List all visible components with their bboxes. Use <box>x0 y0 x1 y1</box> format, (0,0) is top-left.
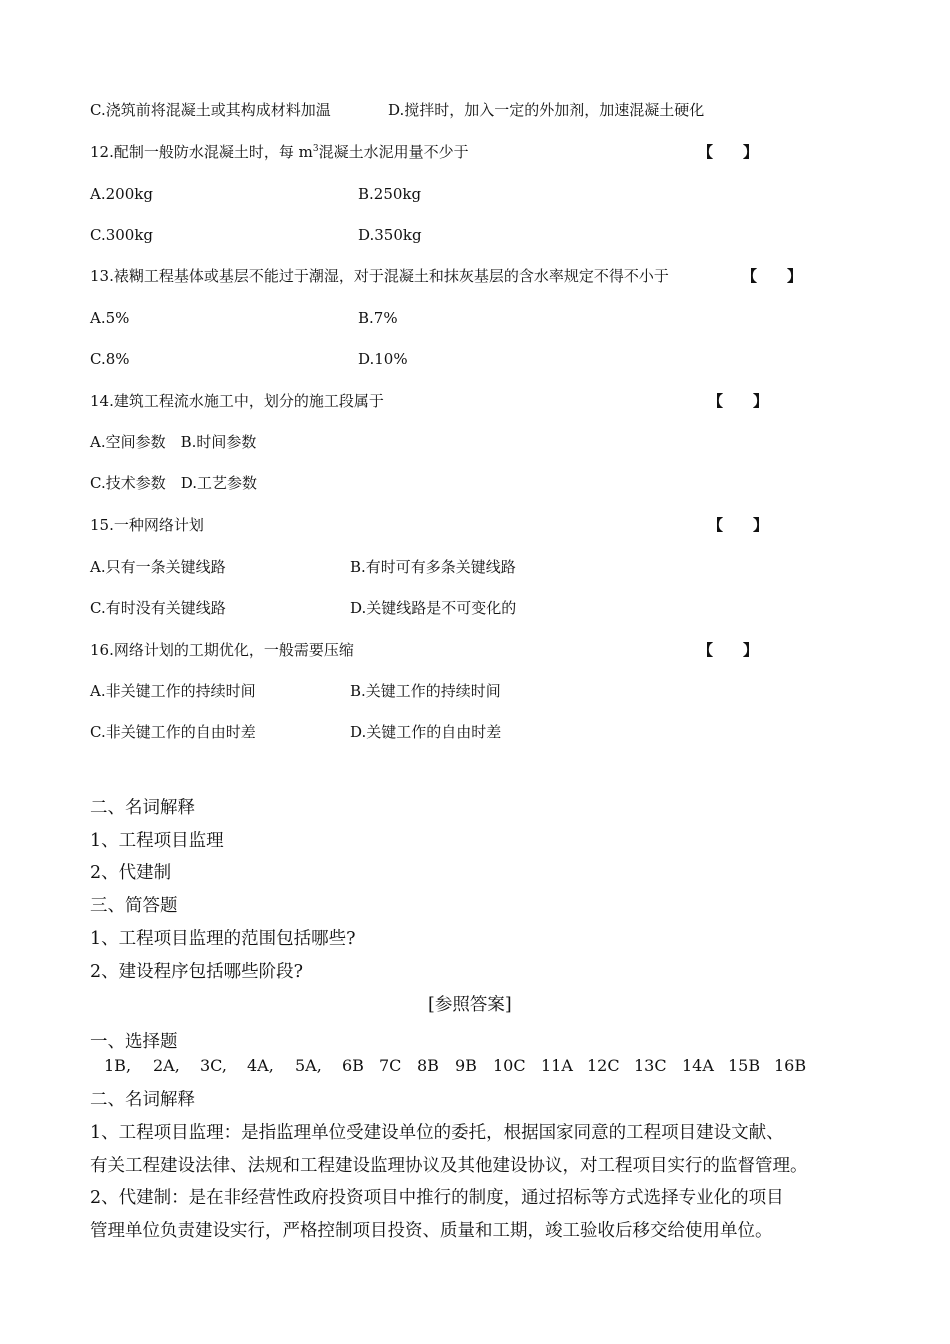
answer-item: 15B <box>728 1056 761 1075</box>
answer-item: 16B <box>774 1056 807 1075</box>
section3-item-2: 2、建设程序包括哪些阶段? <box>90 962 304 982</box>
q15-stem: 15.一种网络计划 <box>90 516 204 534</box>
q12-option-b: B.250kg <box>358 185 422 203</box>
q12-option-a: A.200kg <box>90 185 153 203</box>
answer-item: 2A, <box>153 1056 180 1075</box>
q12-stem <box>90 142 469 162</box>
answer-item: 6B <box>342 1056 364 1075</box>
answers-title: [参照答案] <box>428 995 512 1015</box>
answer-item: 12C <box>587 1056 620 1075</box>
answer-item: 3C, <box>200 1056 227 1075</box>
section3-heading: 三、简答题 <box>90 896 178 916</box>
q12-stem-before: 12.配制一般防水混凝土时，每 m <box>90 143 313 161</box>
q16-answer-bracket: 【 】 <box>698 641 759 659</box>
q12-stem-after: 混凝土水泥用量不少于 <box>318 143 469 161</box>
q13-option-a: A.5% <box>90 309 130 327</box>
section3-item-1: 1、工程项目监理的范围包括哪些? <box>90 929 356 949</box>
answer-item: 8B <box>417 1056 439 1075</box>
q12-stem-superscript: 3 <box>312 144 319 154</box>
answer-item: 13C <box>634 1056 667 1075</box>
q16-option-a: A.非关键工作的持续时间 <box>90 682 256 700</box>
q15-option-a: A.只有一条关键线路 <box>90 558 226 576</box>
q15-option-b: B.有时可有多条关键线路 <box>350 558 516 576</box>
q14-options-cd: C.技术参数 D.工艺参数 <box>90 474 257 492</box>
q11-option-c: C.浇筑前将混凝土或其构成材料加温 <box>90 101 331 119</box>
q12-option-c: C.300kg <box>90 226 154 244</box>
q14-answer-bracket: 【 】 <box>708 392 769 410</box>
answer-term1-line2: 有关工程建设法律、法规和工程建设监理协议及其他建设协议，对工程项目实行的监督管理。 <box>90 1156 808 1176</box>
q15-option-d: D.关键线路是不可变化的 <box>350 599 517 617</box>
answer-item: 1B, <box>104 1056 132 1075</box>
q12-option-d: D.350kg <box>358 226 422 244</box>
q16-stem: 16.网络计划的工期优化，一般需要压缩 <box>90 641 354 659</box>
section2-item-2: 2、代建制 <box>90 863 172 883</box>
q15-answer-bracket: 【 】 <box>708 516 769 534</box>
answer-item: 10C <box>493 1056 526 1075</box>
q13-stem: 13.裱糊工程基体或基层不能过于潮湿，对于混凝土和抹灰基层的含水率规定不得不小于 <box>90 267 669 285</box>
q13-option-d: D.10% <box>358 350 408 368</box>
answer-item: 11A <box>541 1056 573 1075</box>
answer-term1-line1: 1、工程项目监理：是指监理单位受建设单位的委托，根据国家同意的工程项目建设文献、 <box>90 1123 784 1143</box>
section2-heading: 二、名词解释 <box>90 798 195 818</box>
answer-item: 5A, <box>295 1056 322 1075</box>
answers-choice-heading: 一、选择题 <box>90 1032 178 1052</box>
q14-stem: 14.建筑工程流水施工中，划分的施工段属于 <box>90 392 384 410</box>
answer-term2-line2: 管理单位负责建设实行，严格控制项目投资、质量和工期，竣工验收后移交给使用单位。 <box>90 1221 773 1241</box>
q16-option-c: C.非关键工作的自由时差 <box>90 723 256 741</box>
q13-option-b: B.7% <box>358 309 398 327</box>
answer-item: 7C <box>379 1056 402 1075</box>
q13-option-c: C.8% <box>90 350 130 368</box>
answers-choice-list <box>104 1056 806 1076</box>
q12-answer-bracket: 【 】 <box>698 143 759 161</box>
q16-option-d: D.关键工作的自由时差 <box>350 723 502 741</box>
answers-terms-heading: 二、名词解释 <box>90 1090 195 1110</box>
section2-item-1: 1、工程项目监理 <box>90 831 224 851</box>
answer-term2-line1: 2、代建制：是在非经营性政府投资项目中推行的制度，通过招标等方式选择专业化的项目 <box>90 1188 784 1208</box>
q13-answer-bracket: 【 】 <box>742 267 803 285</box>
answer-item: 14A <box>682 1056 714 1075</box>
q14-options-ab: A.空间参数 B.时间参数 <box>90 433 257 451</box>
q11-option-d: D.搅拌时，加入一定的外加剂，加速混凝土硬化 <box>388 101 705 119</box>
q16-option-b: B.关键工作的持续时间 <box>350 682 501 700</box>
answer-item: 9B <box>455 1056 477 1075</box>
answer-item: 4A, <box>247 1056 274 1075</box>
q15-option-c: C.有时没有关键线路 <box>90 599 226 617</box>
